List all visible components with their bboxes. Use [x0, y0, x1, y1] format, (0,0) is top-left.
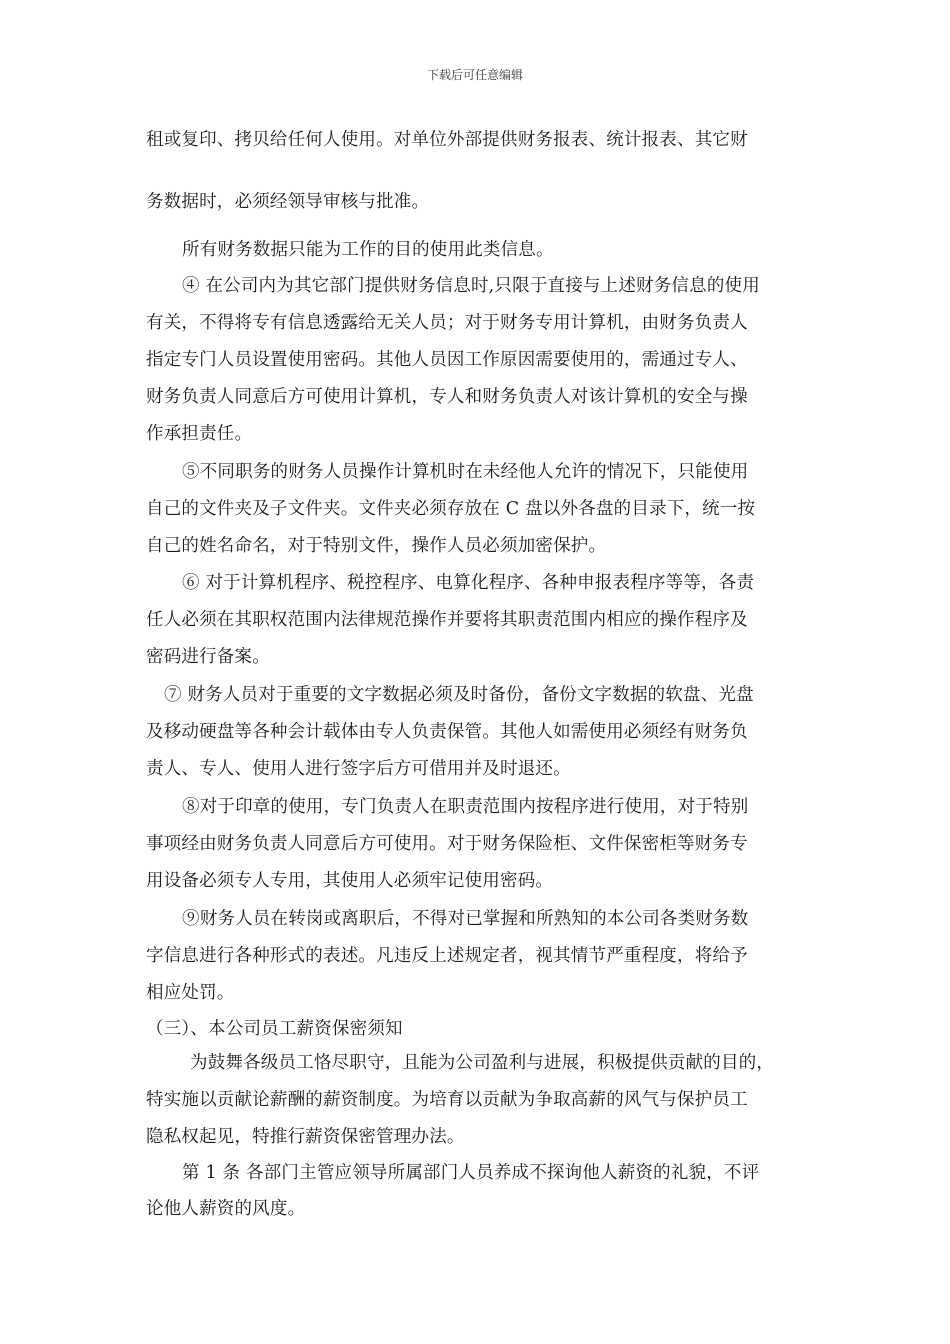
text-line: ④ 在公司内为其它部门提供财务信息时,只限于直接与上述财务信息的使用: [182, 276, 760, 296]
text-line: 租或复印、拷贝给任何人使用。对单位外部提供财务报表、统计报表、其它财: [146, 130, 748, 150]
text-line: 论他人薪资的风度。: [146, 1199, 306, 1219]
text-line: 特实施以贡献论薪酬的薪资制度。为培育以贡献为争取高薪的风气与保护员工: [146, 1090, 748, 1110]
text-line: 任人必须在其职权范围内法律规范操作并要将其职责范围内相应的操作程序及: [146, 610, 748, 630]
page-header: 下载后可任意编辑: [426, 68, 523, 82]
section-heading: （三）、本公司员工薪资保密须知: [146, 1019, 403, 1039]
text-line: 责人、专人、使用人进行签字后方可借用并及时退还。: [146, 759, 571, 779]
text-line: 作承担责任。: [146, 424, 253, 444]
text-line: 字信息进行各种形式的表述。凡违反上述规定者，视其情节严重程度，将给予: [146, 946, 748, 966]
text-line: ⑧对于印章的使用，专门负责人在职责范围内按程序进行使用，对于特别: [182, 797, 749, 817]
text-line: 财务负责人同意后方可使用计算机，专人和财务负责人对该计算机的安全与操: [146, 387, 748, 407]
text-line: ⑤不同职务的财务人员操作计算机时在未经他人允许的情况下，只能使用: [182, 462, 749, 482]
text-line: 自己的姓名命名，对于特别文件，操作人员必须加密保护。: [146, 536, 607, 556]
text-line: 相应处罚。: [146, 983, 235, 1003]
text-line: 及移动硬盘等各种会计载体由专人负责保管。其他人如需使用必须经有财务负: [146, 722, 748, 742]
text-line: 用设备必须专人专用，其使用人必须牢记使用密码。: [146, 871, 554, 891]
text-line: 第 1 条 各部门主管应领导所属部门人员养成不探询他人薪资的礼貌，不评: [182, 1163, 760, 1183]
text-line: 自己的文件夹及子文件夹。文件夹必须存放在 C 盘以外各盘的目录下，统一按: [146, 499, 756, 519]
text-line: ⑨财务人员在转岗或离职后，不得对已掌握和所熟知的本公司各类财务数: [182, 909, 749, 929]
text-line: 有关，不得将专有信息透露给无关人员；对于财务专用计算机，由财务负责人: [146, 313, 748, 333]
text-line: 务数据时，必须经领导审核与批准。: [146, 192, 430, 212]
text-line: 密码进行备案。: [146, 647, 270, 667]
text-line: ⑥ 对于计算机程序、税控程序、电算化程序、各种申报表程序等等，各责: [182, 573, 755, 593]
text-line: 隐私权起见，特推行薪资保密管理办法。: [146, 1127, 465, 1147]
text-line: 事项经由财务负责人同意后方可使用。对于财务保险柜、文件保密柜等财务专: [146, 834, 748, 854]
text-line: 所有财务数据只能为工作的目的使用此类信息。: [182, 240, 554, 260]
text-line: ⑦ 财务人员对于重要的文字数据必须及时备份，备份文字数据的软盘、光盘: [164, 685, 754, 705]
text-line: 指定专门人员设置使用密码。其他人员因工作原因需要使用的，需通过专人、: [146, 350, 748, 370]
text-line: 为鼓舞各级员工恪尽职守，且能为公司盈利与进展，积极提供贡献的目的，: [190, 1053, 775, 1073]
